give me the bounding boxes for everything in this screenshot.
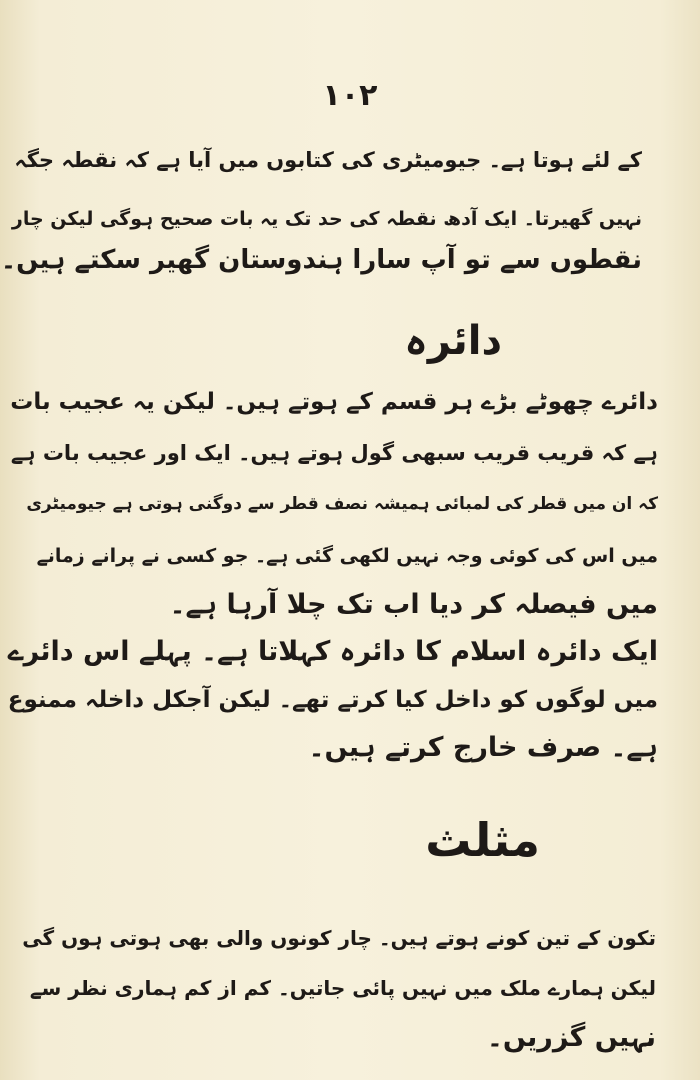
circle-p2-line-1: ایک دائرہ اسلام کا دائرہ کہلاتا ہے۔ پہلے اس دائرے — [7, 636, 658, 667]
circle-p1-line-4: میں اس کی کوئی وجہ نہیں لکھی گئی ہے۔ جو کسی نے پرانے زمانے — [36, 545, 658, 567]
circle-p1-line-3: کہ ان میں قطر کی لمبائی ہمیشہ نصف قطر سے دوگنی ہوتی ہے جیومیٹری — [26, 494, 658, 514]
circle-p1-line-2: ہے کہ قریب قریب سبھی گول ہوتے ہیں۔ ایک اور عجیب بات ہے — [10, 441, 658, 465]
intro-line-3: نقطوں سے تو آپ سارا ہندوستان گھیر سکتے ہیں۔ — [0, 245, 642, 275]
page-number: ۱۰۲ — [322, 78, 378, 113]
triangle-line-2: لیکن ہمارے ملک میں نہیں پائی جاتیں۔ کم از کم ہماری نظر سے — [29, 976, 656, 1000]
triangle-line-3: نہیں گزریں۔ — [487, 1022, 656, 1053]
section-heading-triangle: مثلث — [425, 813, 540, 867]
intro-line-2: نہیں گھیرتا۔ ایک آدھ نقطہ کی حد تک یہ بات صحیح ہوگی لیکن چار — [11, 208, 642, 230]
section-heading-circle: دائرہ — [404, 318, 502, 364]
circle-p1-line-1: دائرے چھوٹے بڑے ہر قسم کے ہوتے ہیں۔ لیکن یہ عجیب بات — [10, 389, 658, 415]
circle-p1-line-5: میں فیصلہ کر دیا اب تک چلا آرہا ہے۔ — [169, 589, 658, 620]
triangle-line-1: تکون کے تین کونے ہوتے ہیں۔ چار کونوں والی بھی ہوتی ہوں گی — [22, 926, 656, 950]
circle-p2-line-3: ہے۔ صرف خارج کرتے ہیں۔ — [308, 732, 658, 763]
intro-line-1: کے لئے ہوتا ہے۔ جیومیٹری کی کتابوں میں آیا ہے کہ نقطہ جگہ — [14, 148, 642, 172]
circle-p2-line-2: میں لوگوں کو داخل کیا کرتے تھے۔ لیکن آجکل داخلہ ممنوع — [7, 687, 658, 713]
